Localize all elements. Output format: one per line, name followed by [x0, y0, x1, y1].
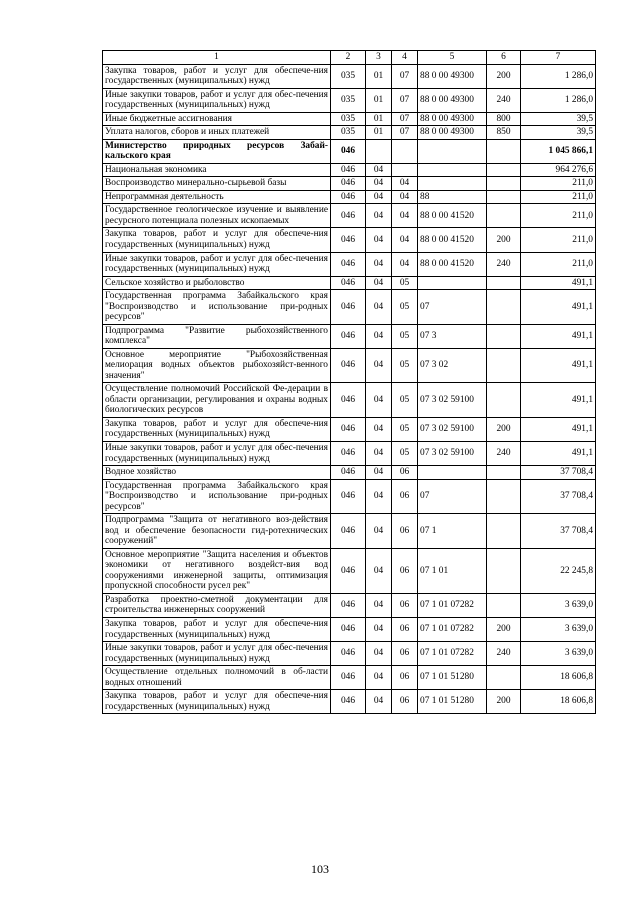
target-article-cell: 88 0 00 49300	[418, 64, 487, 88]
chapter-code-cell: 035	[331, 88, 366, 112]
table-row	[103, 690, 596, 714]
table-row	[103, 112, 596, 126]
table-row	[103, 479, 596, 514]
table-row	[103, 593, 596, 617]
header-row	[103, 51, 596, 65]
row-name-cell: Сельское хозяйство и рыболовство	[103, 276, 331, 290]
header-cell: 3	[366, 51, 392, 65]
expense-type-cell: 240	[487, 252, 521, 276]
row-name-cell: Водное хозяйство	[103, 466, 331, 480]
row-name-cell: Разработка проектно-сметной документации для строительства инженерных сооружений	[103, 593, 331, 617]
section-code-cell: 04	[366, 228, 392, 252]
subsection-code-cell: 06	[392, 466, 418, 480]
target-article-cell: 07	[418, 290, 487, 325]
chapter-code-cell: 035	[331, 112, 366, 126]
row-name-cell: Государственная программа Забайкальского края "Воспроизводство и использование при-родных ресурсов"	[103, 290, 331, 325]
target-article-cell: 07 1 01	[418, 548, 487, 593]
expense-type-cell	[487, 593, 521, 617]
section-code-cell	[366, 139, 392, 163]
amount-cell: 1 286,0	[521, 88, 596, 112]
target-article-cell: 07 1 01 51280	[418, 690, 487, 714]
amount-cell: 3 639,0	[521, 617, 596, 641]
row-name-cell: Закупка товаров, работ и услуг для обеспече-ния государственных (муниципальных) нужд	[103, 228, 331, 252]
target-article-cell: 88 0 00 49300	[418, 112, 487, 126]
row-name-cell: Министерство природных ресурсов Забай-кальского края	[103, 139, 331, 163]
chapter-code-cell: 046	[331, 252, 366, 276]
amount-cell: 491,1	[521, 442, 596, 466]
amount-cell: 22 245,8	[521, 548, 596, 593]
section-code-cell: 04	[366, 466, 392, 480]
header-cell: 2	[331, 51, 366, 65]
subsection-code-cell: 04	[392, 204, 418, 228]
expense-type-cell: 200	[487, 228, 521, 252]
expense-type-cell	[487, 276, 521, 290]
subsection-code-cell: 07	[392, 126, 418, 140]
row-name-cell: Иные закупки товаров, работ и услуг для обес-печения государственных (муниципальных) нужд	[103, 88, 331, 112]
expense-type-cell	[487, 466, 521, 480]
target-article-cell: 88	[418, 190, 487, 204]
chapter-code-cell: 046	[331, 190, 366, 204]
amount-cell: 211,0	[521, 190, 596, 204]
chapter-code-cell: 046	[331, 348, 366, 383]
expense-type-cell: 850	[487, 126, 521, 140]
row-name-cell: Государственное геологическое изучение и выявление ресурсного потенциала полезных ископаемых	[103, 204, 331, 228]
row-name-cell: Осуществление отдельных полномочий в об-ласти водных отношений	[103, 666, 331, 690]
table-row	[103, 139, 596, 163]
subsection-code-cell: 06	[392, 479, 418, 514]
section-code-cell: 04	[366, 276, 392, 290]
expense-type-cell: 200	[487, 690, 521, 714]
table-row	[103, 442, 596, 466]
expense-type-cell: 800	[487, 112, 521, 126]
chapter-code-cell: 046	[331, 666, 366, 690]
row-name-cell: Закупка товаров, работ и услуг для обеспече-ния государственных (муниципальных) нужд	[103, 617, 331, 641]
chapter-code-cell: 046	[331, 690, 366, 714]
chapter-code-cell: 046	[331, 514, 366, 549]
amount-cell: 3 639,0	[521, 593, 596, 617]
chapter-code-cell: 046	[331, 479, 366, 514]
amount-cell: 3 639,0	[521, 642, 596, 666]
amount-cell: 39,5	[521, 112, 596, 126]
row-name-cell: Основное мероприятие "Рыбохозяйственная мелиорация водных объектов рыбохозяйст-венного значения"	[103, 348, 331, 383]
row-name-cell: Подпрограмма "Развитие рыбохозяйственного комплекса"	[103, 324, 331, 348]
subsection-code-cell: 06	[392, 690, 418, 714]
expense-type-cell: 240	[487, 88, 521, 112]
subsection-code-cell: 05	[392, 324, 418, 348]
target-article-cell: 88 0 00 49300	[418, 126, 487, 140]
amount-cell: 211,0	[521, 204, 596, 228]
expense-type-cell	[487, 514, 521, 549]
expense-type-cell: 200	[487, 417, 521, 441]
row-name-cell: Осуществление полномочий Российской Фе-дерации в области организации, регулирования и охраны водных биологических ресурсов	[103, 383, 331, 418]
row-name-cell: Закупка товаров, работ и услуг для обеспече-ния государственных (муниципальных) нужд	[103, 64, 331, 88]
row-name-cell: Закупка товаров, работ и услуг для обеспече-ния государственных (муниципальных) нужд	[103, 417, 331, 441]
target-article-cell: 07	[418, 479, 487, 514]
amount-cell: 39,5	[521, 126, 596, 140]
subsection-code-cell: 07	[392, 64, 418, 88]
target-article-cell	[418, 177, 487, 191]
section-code-cell: 04	[366, 290, 392, 325]
expense-type-cell	[487, 139, 521, 163]
table-row	[103, 417, 596, 441]
target-article-cell: 88 0 00 41520	[418, 252, 487, 276]
row-name-cell: Непрограммная деятельность	[103, 190, 331, 204]
chapter-code-cell: 046	[331, 228, 366, 252]
table-row	[103, 548, 596, 593]
chapter-code-cell: 046	[331, 177, 366, 191]
expense-type-cell	[487, 324, 521, 348]
chapter-code-cell: 046	[331, 617, 366, 641]
subsection-code-cell: 05	[392, 417, 418, 441]
chapter-code-cell: 046	[331, 642, 366, 666]
row-name-cell: Национальная экономика	[103, 163, 331, 177]
table-row	[103, 383, 596, 418]
section-code-cell: 04	[366, 383, 392, 418]
row-name-cell: Иные закупки товаров, работ и услуг для обес-печения государственных (муниципальных) нужд	[103, 642, 331, 666]
row-name-cell: Уплата налогов, сборов и иных платежей	[103, 126, 331, 140]
section-code-cell: 04	[366, 163, 392, 177]
header-cell: 6	[487, 51, 521, 65]
expense-type-cell	[487, 290, 521, 325]
table-row	[103, 290, 596, 325]
table-row	[103, 252, 596, 276]
chapter-code-cell: 046	[331, 276, 366, 290]
section-code-cell: 04	[366, 690, 392, 714]
target-article-cell: 07 3	[418, 324, 487, 348]
amount-cell: 491,1	[521, 324, 596, 348]
target-article-cell: 07 1 01 07282	[418, 593, 487, 617]
table-row	[103, 88, 596, 112]
section-code-cell: 01	[366, 88, 392, 112]
header-cell: 4	[392, 51, 418, 65]
row-name-cell: Воспроизводство минерально-сырьевой базы	[103, 177, 331, 191]
table-row	[103, 126, 596, 140]
chapter-code-cell: 035	[331, 64, 366, 88]
row-name-cell: Иные закупки товаров, работ и услуг для обес-печения государственных (муниципальных) нужд	[103, 252, 331, 276]
target-article-cell: 07 3 02 59100	[418, 383, 487, 418]
chapter-code-cell: 046	[331, 290, 366, 325]
chapter-code-cell: 046	[331, 383, 366, 418]
chapter-code-cell: 035	[331, 126, 366, 140]
expense-type-cell: 200	[487, 617, 521, 641]
target-article-cell	[418, 276, 487, 290]
subsection-code-cell	[392, 139, 418, 163]
amount-cell: 1 286,0	[521, 64, 596, 88]
table-row	[103, 190, 596, 204]
section-code-cell: 04	[366, 348, 392, 383]
target-article-cell: 07 1	[418, 514, 487, 549]
target-article-cell: 07 3 02 59100	[418, 417, 487, 441]
target-article-cell: 07 1 01 51280	[418, 666, 487, 690]
chapter-code-cell: 046	[331, 324, 366, 348]
section-code-cell: 04	[366, 190, 392, 204]
row-name-cell: Государственная программа Забайкальского края "Воспроизводство и использование при-родных ресурсов"	[103, 479, 331, 514]
row-name-cell: Иные бюджетные ассигнования	[103, 112, 331, 126]
target-article-cell: 07 1 01 07282	[418, 642, 487, 666]
row-name-cell: Иные закупки товаров, работ и услуг для обес-печения государственных (муниципальных) нужд	[103, 442, 331, 466]
table-row	[103, 64, 596, 88]
expense-type-cell: 240	[487, 642, 521, 666]
subsection-code-cell: 06	[392, 666, 418, 690]
target-article-cell: 88 0 00 41520	[418, 228, 487, 252]
amount-cell: 1 045 866,1	[521, 139, 596, 163]
target-article-cell	[418, 466, 487, 480]
chapter-code-cell: 046	[331, 466, 366, 480]
table-row	[103, 324, 596, 348]
table-row	[103, 617, 596, 641]
subsection-code-cell: 05	[392, 290, 418, 325]
budget-table	[102, 50, 596, 714]
amount-cell: 18 606,8	[521, 666, 596, 690]
table-row	[103, 666, 596, 690]
section-code-cell: 04	[366, 252, 392, 276]
chapter-code-cell: 046	[331, 204, 366, 228]
amount-cell: 491,1	[521, 276, 596, 290]
expense-type-cell	[487, 190, 521, 204]
amount-cell: 211,0	[521, 252, 596, 276]
amount-cell: 491,1	[521, 290, 596, 325]
section-code-cell: 04	[366, 642, 392, 666]
chapter-code-cell: 046	[331, 139, 366, 163]
amount-cell: 491,1	[521, 417, 596, 441]
section-code-cell: 04	[366, 324, 392, 348]
expense-type-cell	[487, 479, 521, 514]
subsection-code-cell: 04	[392, 252, 418, 276]
chapter-code-cell: 046	[331, 163, 366, 177]
table-row	[103, 466, 596, 480]
amount-cell: 211,0	[521, 228, 596, 252]
amount-cell: 18 606,8	[521, 690, 596, 714]
subsection-code-cell: 05	[392, 383, 418, 418]
chapter-code-cell: 046	[331, 442, 366, 466]
subsection-code-cell: 06	[392, 514, 418, 549]
section-code-cell: 04	[366, 548, 392, 593]
subsection-code-cell: 04	[392, 228, 418, 252]
expense-type-cell	[487, 163, 521, 177]
subsection-code-cell	[392, 163, 418, 177]
subsection-code-cell: 05	[392, 276, 418, 290]
target-article-cell: 07 3 02	[418, 348, 487, 383]
expense-type-cell	[487, 204, 521, 228]
target-article-cell: 07 1 01 07282	[418, 617, 487, 641]
expense-type-cell	[487, 177, 521, 191]
section-code-cell: 04	[366, 177, 392, 191]
section-code-cell: 04	[366, 204, 392, 228]
target-article-cell: 88 0 00 49300	[418, 88, 487, 112]
table-row	[103, 163, 596, 177]
subsection-code-cell: 06	[392, 593, 418, 617]
expense-type-cell: 240	[487, 442, 521, 466]
page-number: 103	[311, 862, 329, 876]
section-code-cell: 01	[366, 112, 392, 126]
chapter-code-cell: 046	[331, 417, 366, 441]
section-code-cell: 04	[366, 417, 392, 441]
target-article-cell: 07 3 02 59100	[418, 442, 487, 466]
subsection-code-cell: 04	[392, 177, 418, 191]
target-article-cell	[418, 139, 487, 163]
amount-cell: 491,1	[521, 348, 596, 383]
header-cell: 7	[521, 51, 596, 65]
row-name-cell: Основное мероприятие "Защита населения и объектов экономики от негативного воздейст-вия вод сооружениями инженерной защиты, оптимизация пропускной способности русел рек"	[103, 548, 331, 593]
subsection-code-cell: 06	[392, 642, 418, 666]
chapter-code-cell: 046	[331, 548, 366, 593]
table-row	[103, 514, 596, 549]
subsection-code-cell: 05	[392, 442, 418, 466]
section-code-cell: 04	[366, 442, 392, 466]
amount-cell: 37 708,4	[521, 466, 596, 480]
expense-type-cell	[487, 666, 521, 690]
amount-cell: 211,0	[521, 177, 596, 191]
amount-cell: 37 708,4	[521, 479, 596, 514]
amount-cell: 491,1	[521, 383, 596, 418]
table-row	[103, 228, 596, 252]
row-name-cell: Подпрограмма "Защита от негативного воз-действия вод и обеспечение безопасности гид-ротехнических сооружений"	[103, 514, 331, 549]
table-row	[103, 177, 596, 191]
section-code-cell: 04	[366, 514, 392, 549]
subsection-code-cell: 06	[392, 548, 418, 593]
expense-type-cell	[487, 348, 521, 383]
section-code-cell: 01	[366, 126, 392, 140]
section-code-cell: 04	[366, 666, 392, 690]
amount-cell: 37 708,4	[521, 514, 596, 549]
subsection-code-cell: 06	[392, 617, 418, 641]
target-article-cell: 88 0 00 41520	[418, 204, 487, 228]
expense-type-cell	[487, 383, 521, 418]
section-code-cell: 04	[366, 617, 392, 641]
table-row	[103, 204, 596, 228]
section-code-cell: 04	[366, 479, 392, 514]
subsection-code-cell: 04	[392, 190, 418, 204]
row-name-cell: Закупка товаров, работ и услуг для обеспече-ния государственных (муниципальных) нужд	[103, 690, 331, 714]
header-cell: 5	[418, 51, 487, 65]
header-cell: 1	[103, 51, 331, 65]
section-code-cell: 01	[366, 64, 392, 88]
section-code-cell: 04	[366, 593, 392, 617]
expense-type-cell: 200	[487, 64, 521, 88]
table-row	[103, 642, 596, 666]
subsection-code-cell: 07	[392, 88, 418, 112]
target-article-cell	[418, 163, 487, 177]
chapter-code-cell: 046	[331, 593, 366, 617]
table-row	[103, 348, 596, 383]
expense-type-cell	[487, 548, 521, 593]
subsection-code-cell: 05	[392, 348, 418, 383]
subsection-code-cell: 07	[392, 112, 418, 126]
amount-cell: 964 276,6	[521, 163, 596, 177]
table-row	[103, 276, 596, 290]
